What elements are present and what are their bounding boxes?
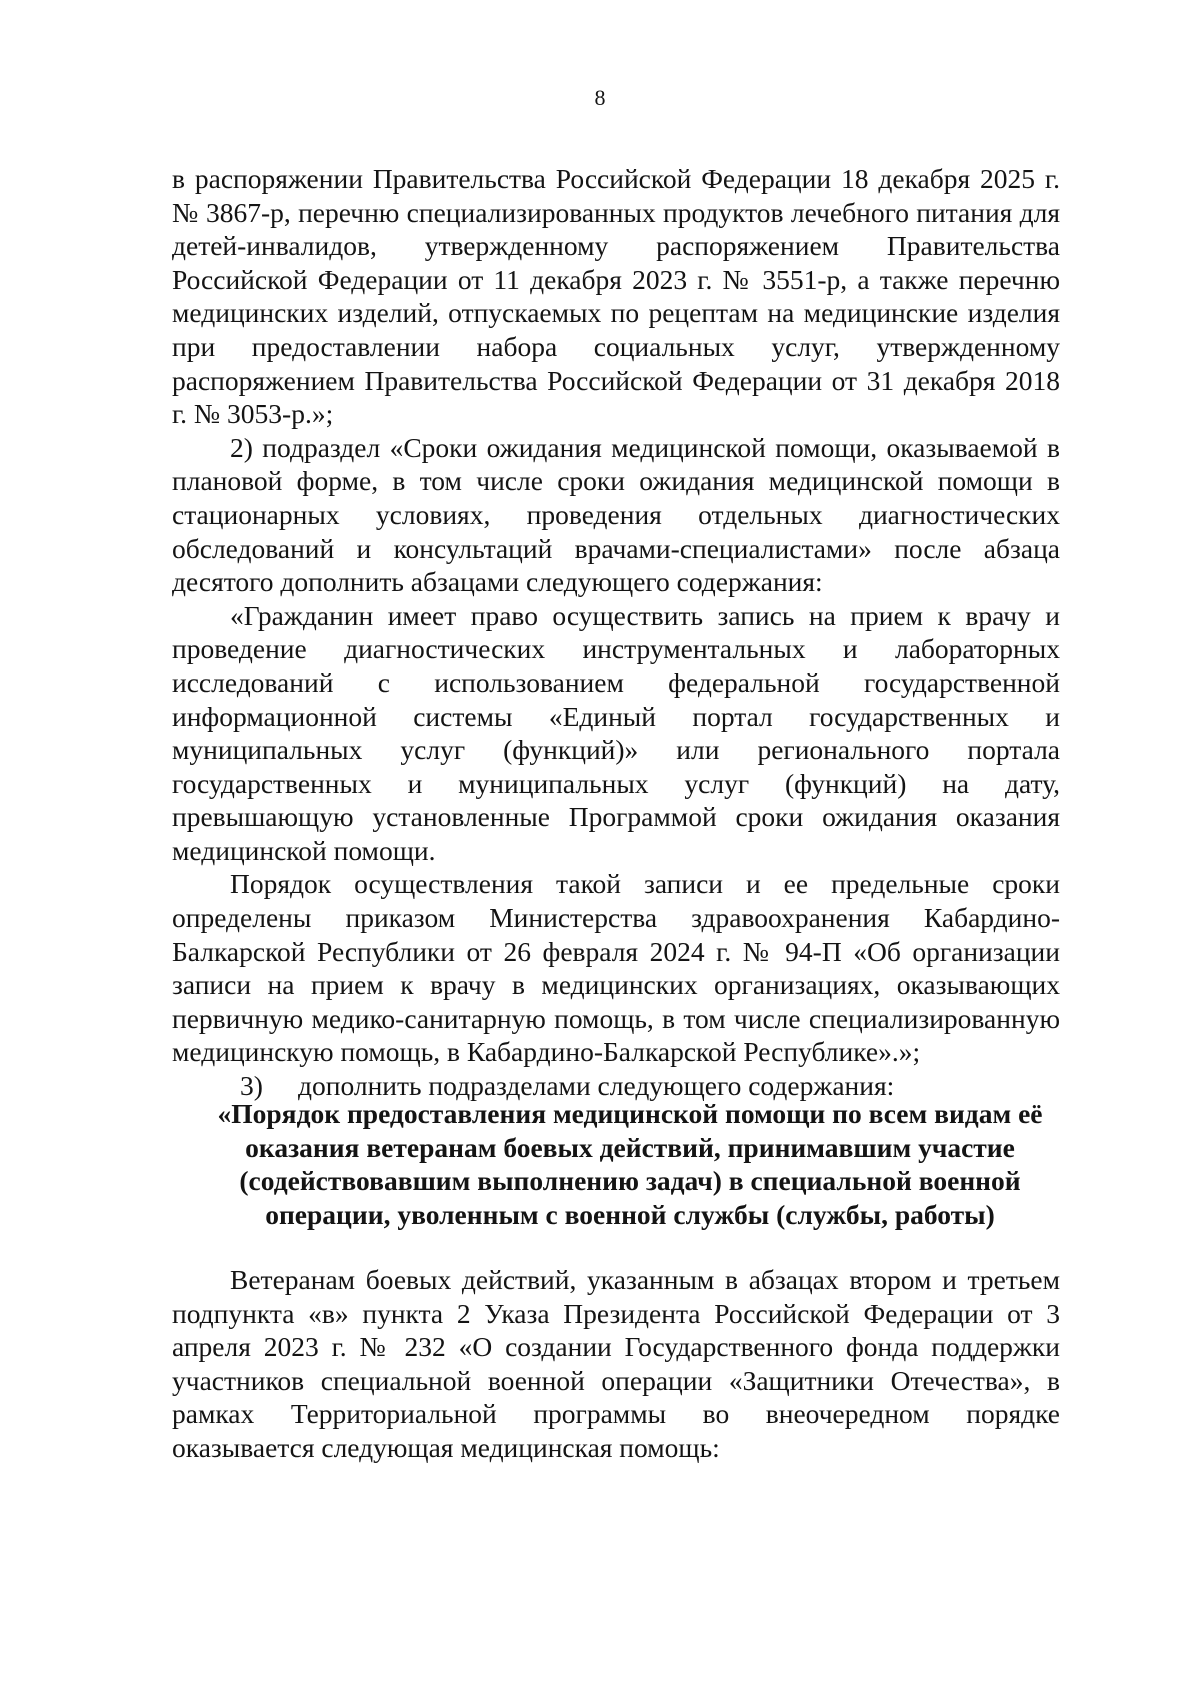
section-heading: «Порядок предоставления медицинской помощи по всем видам её оказания ветеранам боевых действий, принимавшим участие (содействовавшим выполнению задач) в специальной военной операции, уволенным с военной службы (службы, работы) — [217, 1098, 1043, 1230]
paragraph-continuation: в распоряжении Правительства Российской Федерации 18 декабря 2025 г. № 3867-р, перечню специализированных продуктов лечебного питания для детей-инвалидов, утвержденному распоряжением Правительства Российской Федерации от 11 декабря 2023 г. № 3551-р, а также перечню медицинских изделий, отпускаемых по рецептам на медицинские изделия при предоставлении набора социальных услуг, утвержденному распоряжением Правительства Российской Федерации от 31 декабря 2018 г. № 3053-р.»; — [172, 163, 1060, 430]
list-item-text: дополнить подразделами следующего содержания: — [298, 1070, 895, 1102]
page-number: 8 — [594, 85, 606, 110]
paragraph-citizen-right: «Гражданин имеет право осуществить запись на прием к врачу и проведение диагностических инструментальных и лабораторных исследований с использованием федеральной государственной информационной системы «Единый портал государственных и муниципальных услуг (функций)» или регионального портала государственных и муниципальных услуг (функций) на дату, превышающую установленные Программой сроки ожидания оказания медицинской помощи. — [172, 599, 1060, 866]
document-body-top — [172, 162, 1060, 1103]
paragraph-procedure: Порядок осуществления такой записи и ее предельные сроки определены приказом Министерства здравоохранения Кабардино-Балкарской Республики от 26 февраля 2024 г. № 94-П «Об организации записи на прием к врачу в медицинских организациях, оказывающих первичную медико-санитарную помощь, в том числе специализированную медицинскую помощь, в Кабардино-Балкарской Республике».»; — [172, 868, 1060, 1068]
paragraph-veterans: Ветеранам боевых действий, указанным в абзацах втором и третьем подпункта «в» пункта 2 Указа Президента Российской Федерации от 3 апреля 2023 г. № 232 «О создании Государственного фонда поддержки участников специальной военной операции «Защитники Отечества», в рамках Территориальной программы во внеочередном порядке оказывается следующая медицинская помощь: — [172, 1264, 1060, 1463]
paragraph-item-2: 2) подраздел «Сроки ожидания медицинской помощи, оказываемой в плановой форме, в том числе сроки ожидания медицинской помощи в стационарных условиях, проведения отдельных диагностических обследований и консультаций врачами-специалистами» после абзаца десятого дополнить абзацами следующего содержания: — [172, 431, 1060, 598]
list-item-number: 3) — [240, 1070, 263, 1102]
document-body-bottom — [172, 1263, 1060, 1465]
